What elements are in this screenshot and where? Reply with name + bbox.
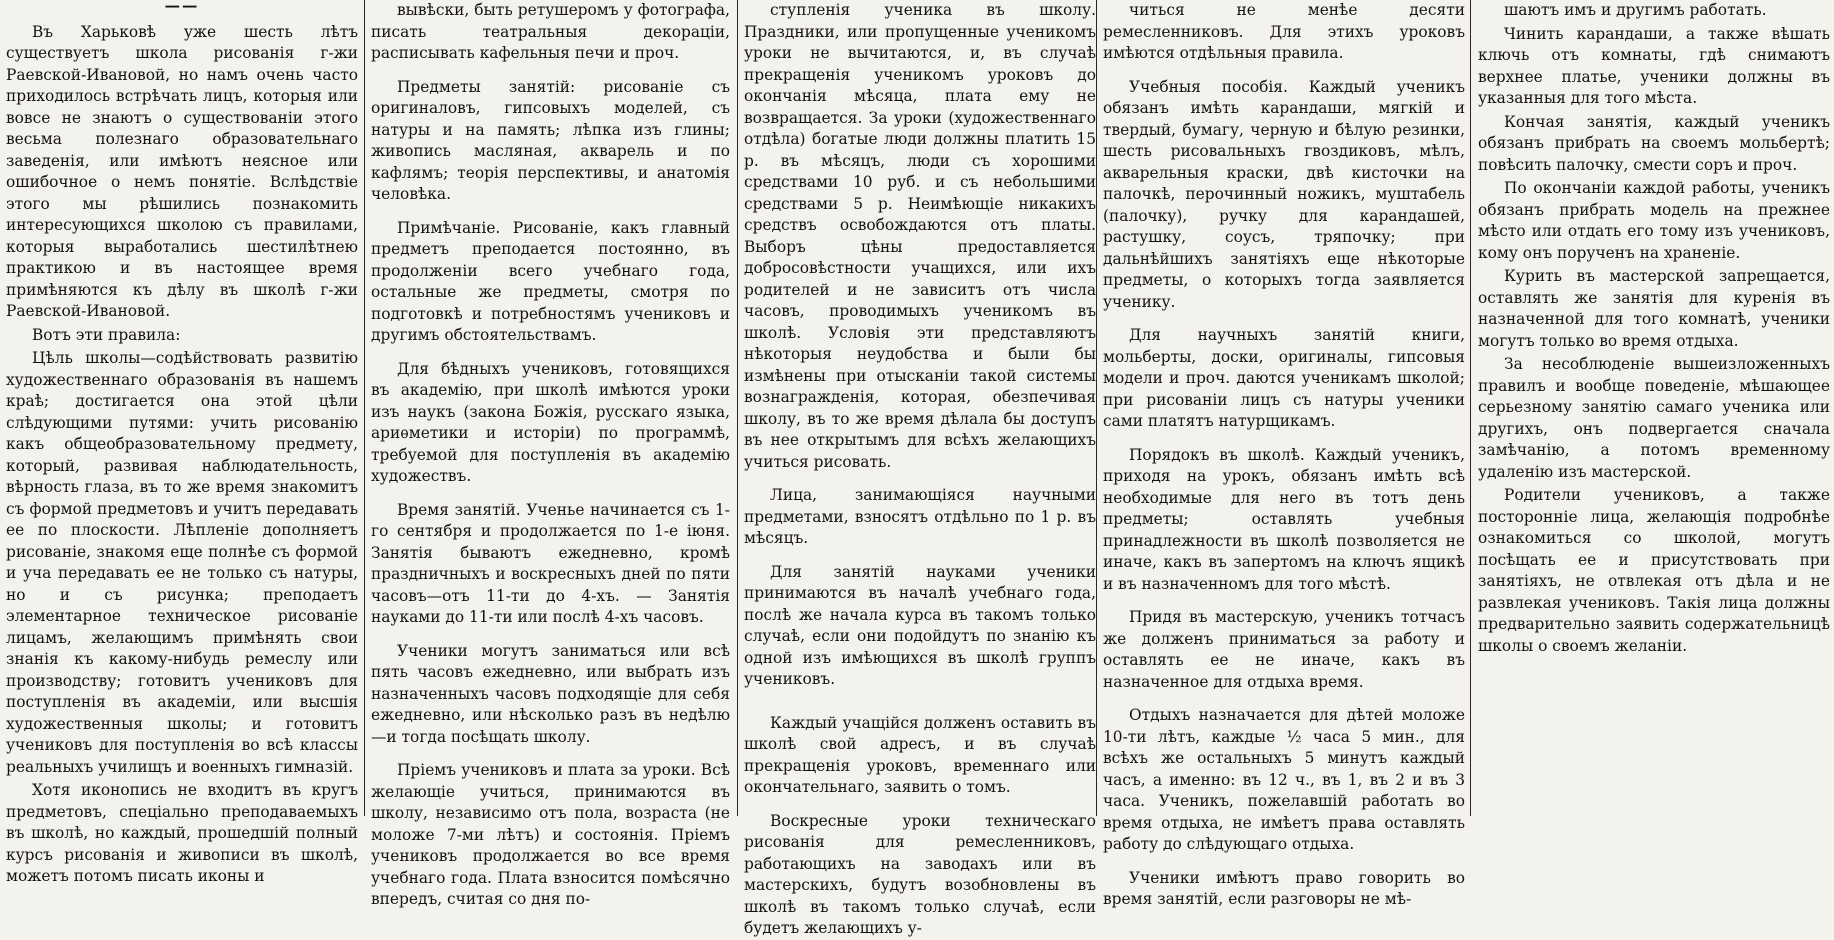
text-column-2 [367, 0, 734, 908]
paragraph: Для научныхъ занятій книги, мольберты, доски, оригиналы, гипсовыя модели и проч. даются ученикамъ школой; при рисованіи лицъ съ натуры ученики сами платятъ натурщикамъ. [1103, 326, 1465, 430]
paragraph: Порядокъ въ школѣ. Каждый ученикъ, приходя на урокъ, обязанъ имѣть всѣ необходимые для него въ тотъ день предметы; оставлять учебныя принадлежности въ школѣ позволяется не иначе, какъ въ запертомъ на ключъ ящикѣ и въ назначенномъ для того мѣстѣ. [1103, 445, 1465, 593]
text-column-1 [2, 0, 362, 885]
paragraph: Воскресные уроки техническаго рисованія для ремесленниковъ, работающихъ на заводахъ или въ мастерскихъ, будутъ возобновлены въ школѣ въ такомъ только случаѣ, если будетъ желающихъ у- [744, 811, 1096, 937]
paragraph: Предметы занятій: рисованіе съ оригиналовъ, гипсовыхъ моделей, съ натуры и на память; лѣпка изъ глины; живопись масляная, акварель и по кафлямъ; теорія перспективы, и анатомія человѣка. [371, 77, 730, 203]
paragraph: вывѣски, быть ретушеромъ у фотографа, писать театральныя декораціи, расписывать кафельныя печи и проч. [371, 1, 730, 62]
paragraph: Хотя иконопись не входитъ въ кругъ предметовъ, спеціально преподаваемыхъ въ школѣ, но каждый, прошедшій полный курсъ рисованія и живописи въ школѣ, можетъ потомъ писать иконы и [6, 781, 358, 885]
paragraph: Ученики могутъ заниматься или всѣ пять часовъ ежедневно, или выбрать изъ назначенныхъ часовъ подходящіе для себя ежедневно, или нѣсколько разъ въ недѣлю—и тогда посѣщать школу. [371, 641, 730, 746]
paragraph: Для занятій науками ученики принимаются въ началѣ учебнаго года, послѣ же начала курса въ такомъ только случаѣ, если они подойдутъ по знанію къ одной изъ имѣющихся въ школѣ группъ учениковъ. [744, 562, 1096, 688]
paragraph: Въ Харьковѣ уже шесть лѣтъ существуетъ школа рисованія г-жи Раевской-Ивановой, но намъ очень часто приходилось встрѣчать лицъ, которыя или вовсе не знаютъ о существованіи этого весьма полезнаго образовательнаго заведенія, или имѣютъ неясное или ошибочное о немъ понятіе. Вслѣдствіе этого мы рѣшились познакомить интересующихся школою съ правилами, которыя выработались шестилѣтнею практикою и въ настоящее время примѣняются къ дѣлу въ школѣ г-жи Раевской-Ивановой. [6, 22, 358, 320]
paragraph: Родители учениковъ, а также посторонніе лица, желающія подробнѣе ознакомиться со школой, могутъ посѣщать ее и присутствовать при занятіяхъ, не отвлекая отъ дѣла и не развлекая учениковъ. Такія лица должны предварительно заявить содержательницѣ школы о своемъ желаніи. [1478, 486, 1830, 655]
paragraph: Кончая занятія, каждый ученикъ обязанъ прибрать на своемъ мольбертѣ; повѣсить палочку, смести соръ и проч. [1478, 112, 1830, 174]
text-column-3 [740, 0, 1100, 937]
column-rule [364, 0, 365, 816]
paragraph: Для бѣдныхъ учениковъ, готовящихся въ академію, при школѣ имѣются уроки изъ наукъ (закона Божія, русскаго языка, ариѳметики и исторіи) по программѣ, требуемой для поступленія въ академію художествъ. [371, 359, 730, 485]
text-column-5 [1474, 0, 1834, 816]
paragraph: ступленія ученика въ школу. Праздники, или пропущенные ученикомъ уроки не вычитаются, и, въ случаѣ прекращенія ученикомъ уроковъ до окончанія мѣсяца, плата ему не возвращается. За уроки (художественнаго отдѣла) богатые люди должны платить 15 р. въ мѣсяцъ, люди съ хорошими средствами 10 руб. и съ небольшими средствами 5 р. Неимѣющіе никакихъ средствъ освобождаются отъ платы. Выборъ цѣны предоставляется добросовѣстности учащихся, или ихъ родителей и не зависитъ отъ числа часовъ, проводимыхъ ученикомъ въ школѣ. Условія эти представляютъ нѣкоторыя неудобства и были бы измѣнены при отысканіи такой системы вознагражденія, которая, обезпечивая школу, въ то же время дѣлала бы доступъ въ нее открытымъ для всѣхъ желающихъ учиться рисовать. [744, 1, 1096, 471]
paragraph: Цѣль школы—содѣйствовать развитію художественнаго образованія въ нашемъ краѣ; достигается она этой цѣли слѣдующими путями: учить рисованію какъ общеобразовательному предмету, который, развивая наблюдательность, вѣрность глаза, въ то же время знакомитъ съ формой предметовъ и учитъ передавать ее по плоскости. Лѣпленіе дополняетъ рисованіе, знакомя еще полнѣе съ формой и уча передавать ее не только съ натуры, но и съ рисунка; преподаетъ элементарное техническое рисованіе лицамъ, желающимъ примѣнять свои знанія къ какому-нибудь ремеслу или производству; готовитъ учениковъ для поступленія въ академіи, или высшія художественныя школы; и готовитъ учениковъ для поступленія во всѣ классы реальныхъ училищъ и военныхъ гимназій. [6, 349, 358, 776]
column-rule [1470, 0, 1471, 816]
paragraph: Примѣчаніе. Рисованіе, какъ главный предметъ преподается постоянно, въ продолженіи всего учебнаго года, остальные же предметы, смотря по подготовкѣ и потребностямъ учениковъ и другимъ обстоятельствамъ. [371, 218, 730, 344]
paragraph: Пріемъ учениковъ и плата за уроки. Всѣ желающіе учиться, принимаются въ школу, независимо отъ пола, возраста (не моложе 7-ми лѣтъ) и состоянія. Пріемъ учениковъ продолжается во все время учебнаго года. Плата взносится помѣсячно впередъ, считая со дня по- [371, 761, 730, 908]
paragraph: Чинить карандаши, а также вѣшать ключь отъ комнаты, гдѣ снимаютъ верхнее платье, ученики должны въ указанныя для того мѣста. [1478, 24, 1830, 107]
section-dash: —— [164, 0, 200, 15]
paragraph: Каждый учащійся долженъ оставить въ школѣ свой адресъ, и въ случаѣ прекращенія уроковъ, временнаго или окончательнаго, заявить о томъ. [744, 713, 1096, 796]
paragraph: Лица, занимающіяся научными предметами, взносятъ отдѣльно по 1 р. въ мѣсяцъ. [744, 486, 1096, 547]
paragraph: За несоблюденіе вышеизложенныхъ правилъ и вообще поведеніе, мѣшающее серьезному занятію самаго ученика или другихъ, онъ подвергается сначала замѣчанію, а потомъ временному удаленію изъ мастерской. [1478, 355, 1830, 481]
paragraph: Ученики имѣютъ право говорить во время занятій, если разговоры не мѣ- [1103, 868, 1465, 908]
paragraph: Придя въ мастерскую, ученикъ тотчасъ же долженъ приниматься за работу и оставлять ее не иначе, какъ въ назначенное для отдыха время. [1103, 608, 1465, 691]
paragraph: шаютъ имъ и другимъ работать. [1504, 1, 1767, 19]
paragraph: читься не менѣе десяти ремесленниковъ. Для этихъ уроковъ имѣются отдѣльныя правила. [1103, 1, 1465, 62]
paragraph: Отдыхъ назначается для дѣтей моложе 10-ти лѣтъ, каждые ½ часа 5 мин., для всѣхъ же остальныхъ 5 минутъ каждый часъ, а именно: въ 12 ч., въ 1, въ 2 и въ 3 часа. Ученикъ, пожелавшій работать во время отдыха, не имѣетъ права оставлять работу до слѣдующаго отдыха. [1103, 706, 1465, 853]
text-column-4 [1099, 0, 1469, 908]
paragraph: Время занятій. Ученье начинается съ 1-го сентября и продолжается по 1-е іюня. Занятія бываютъ ежедневно, кромѣ праздничныхъ и воскресныхъ дней по пяти часовъ—отъ 11-ти до 4-хъ. — Занятія науками до 11-ти или послѣ 4-хъ часовъ. [371, 500, 730, 626]
paragraph: Учебныя пособія. Каждый ученикъ обязанъ имѣть карандаши, мягкій и твердый, бумагу, черную и бѣлую резинки, шесть рисовальныхъ гвоздиковъ, мѣлъ, акварельныя краски, двѣ кисточки на палочкѣ, перочинный ножикъ, муштабель (палочку), ручку для карандашей, растушку, соусъ, тряпочку; при дальнѣйшихъ занятіяхъ еще нѣкоторые предметы, о которыхъ тогда заявляется ученику. [1103, 77, 1465, 311]
paragraph: Вотъ эти правила: [32, 325, 181, 344]
paragraph: Курить въ мастерской запрещается, оставлять же занятія для куренія въ назначенной для того комнатѣ, ученики могутъ только во время отдыха. [1478, 267, 1830, 350]
paragraph: По окончаніи каждой работы, ученикъ обязанъ прибрать модель на прежнее мѣсто или отдать его тому изъ учениковъ, кому онъ порученъ на храненіе. [1478, 179, 1830, 262]
column-rule [737, 0, 738, 816]
